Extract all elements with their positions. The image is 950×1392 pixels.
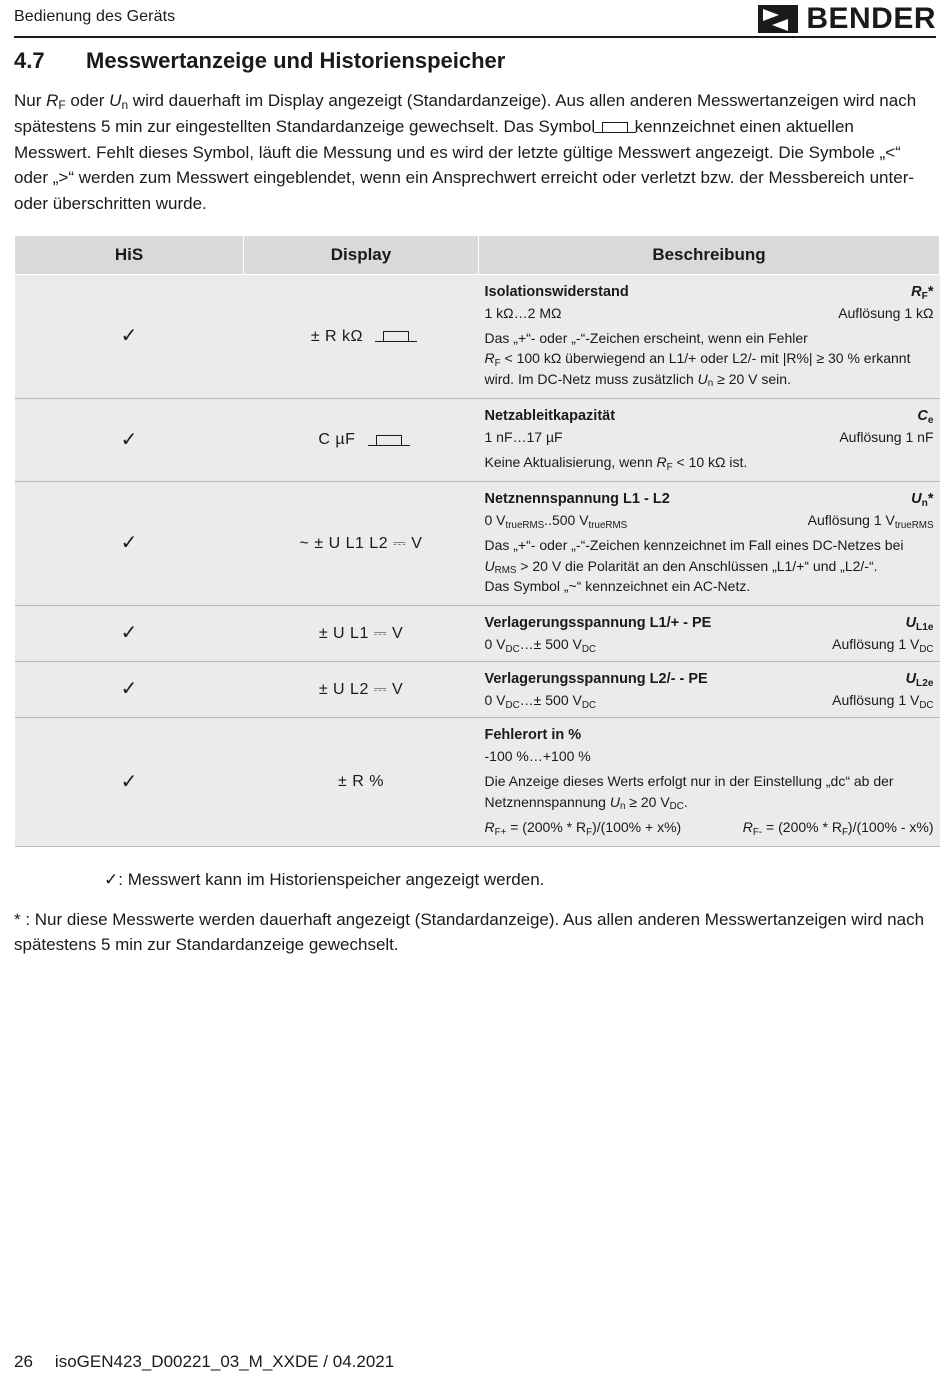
page-number: 26 xyxy=(14,1352,33,1371)
note-line-2-post: ≥ 20 V xyxy=(625,793,670,810)
note-r-symbol: R xyxy=(484,350,495,367)
check-icon: ✓ xyxy=(120,678,138,701)
pulse-symbol-icon xyxy=(383,331,409,342)
description-range-row xyxy=(485,305,934,321)
resolution-value xyxy=(832,692,934,711)
table-header-description: Beschreibung xyxy=(479,236,940,275)
intro-un: U xyxy=(109,91,122,110)
formula-left-sub: F+ xyxy=(494,826,507,838)
description-note xyxy=(485,771,934,812)
intro-text-c: wird dauerhaft im Display angezeigt (Standardanzeige). Aus allen anderen Messwertanzeigen wird nach spätestens 5 min zur eingestellten Standardanzeige gewechselt. Das Symbol xyxy=(14,91,917,136)
formula-left-symbol: R xyxy=(484,818,495,835)
check-icon: ✓ xyxy=(120,770,138,793)
table-row xyxy=(15,399,940,482)
section-number: 4.7 xyxy=(14,48,45,73)
intro-paragraph xyxy=(14,88,936,217)
formula-right-text: = (200% * R xyxy=(762,818,842,835)
resolution-sub: DC xyxy=(919,699,934,711)
description-title: Verlagerungsspannung L1/+ - PE xyxy=(484,615,712,632)
note-line-3: Das Symbol „~“ kennzeichnet ein AC-Netz. xyxy=(484,577,751,594)
formula-right-sub2: F xyxy=(841,826,848,838)
display-cell xyxy=(244,662,479,718)
formula-right-symbol: R xyxy=(742,818,753,835)
note-u-symbol: U xyxy=(609,793,620,810)
intro-text-d: kennzeichnet einen aktuellen Messwert. Fehlt dieses Symbol, läuft die Messung und es wird der letzte gültige Messwert angezeigt. Die Symbole „<“ oder „>“ werden zum Messwert eingeblendet, wenn ein Ansprechwert erreicht oder verletzt bzw. der Messbereich unter- oder überschritten wurde. xyxy=(14,116,915,214)
note-line-1: Das „+“- oder „-“-Zeichen kennzeichnet im Fall eines DC-Netzes bei xyxy=(484,537,904,554)
table-header-display: Display xyxy=(244,236,479,275)
intro-rf-sub: F xyxy=(58,98,66,113)
description-title-row xyxy=(484,615,934,634)
resolution-pre: Auflösung 1 V xyxy=(832,636,920,653)
resolution-value xyxy=(807,512,934,532)
note-u-sub: n xyxy=(707,378,714,390)
resolution-sub: DC xyxy=(919,643,934,655)
note-u-sub: RMS xyxy=(494,565,517,577)
formula-row xyxy=(485,817,934,837)
description-range-row xyxy=(484,512,934,532)
note-line-1: Das „+“- oder „-“-Zeichen erscheint, wenn ein Fehler xyxy=(484,330,808,347)
running-head-title: Bedienung des Geräts xyxy=(14,8,176,25)
description-unit xyxy=(905,615,934,634)
note-u-symbol: U xyxy=(484,557,495,574)
table-row xyxy=(15,275,940,399)
display-value: ± R % xyxy=(338,773,384,791)
display-value: ± R kΩ xyxy=(310,327,363,345)
display-cell xyxy=(244,606,479,662)
section-heading xyxy=(14,48,936,74)
unit-subscript: n xyxy=(921,498,928,510)
range-sub-2: DC xyxy=(581,643,596,655)
check-icon: ✓ xyxy=(120,325,138,348)
note-line-2-pre: Netznennspannung xyxy=(484,793,610,810)
measurement-values-table xyxy=(14,235,940,847)
description-unit xyxy=(911,491,934,510)
description-cell xyxy=(479,718,940,847)
his-cell xyxy=(15,718,244,847)
pulse-symbol-icon xyxy=(376,435,402,446)
display-cell xyxy=(244,399,479,482)
note-line-1: Die Anzeige dieses Werts erfolgt nur in der Einstellung „dc“ ab der xyxy=(484,773,894,790)
page-footer xyxy=(14,1352,936,1372)
description-note xyxy=(485,535,934,596)
note-r-symbol: R xyxy=(656,454,667,471)
note-post: < 10 kΩ ist. xyxy=(672,454,748,471)
display-cell xyxy=(244,718,479,847)
intro-un-sub: n xyxy=(121,98,129,113)
unit-subscript: L1e xyxy=(916,622,934,634)
resolution-pre: Auflösung 1 V xyxy=(832,692,920,709)
his-cell xyxy=(15,662,244,718)
note-line-3-pre: wird. Im DC-Netz muss zusätzlich xyxy=(484,370,698,387)
range-mid: ..500 V xyxy=(544,512,589,529)
his-cell xyxy=(15,606,244,662)
intro-text-b: oder xyxy=(65,91,110,110)
note-dc-sub: DC xyxy=(669,801,684,813)
table-row xyxy=(15,718,940,847)
range-value: 1 nF…17 µF xyxy=(484,429,563,446)
note-r-sub: F xyxy=(494,358,501,370)
range-sub-1: DC xyxy=(505,643,520,655)
resolution-value xyxy=(832,636,934,655)
formula-left-text: = (200% * R xyxy=(506,818,587,835)
header-divider xyxy=(14,36,936,38)
unit-subscript: F xyxy=(921,290,928,302)
note-u-sub: n xyxy=(619,801,626,813)
description-range-row xyxy=(485,748,934,764)
formula-right-end: )/(100% - x%) xyxy=(847,818,934,835)
note-r-sub: F xyxy=(666,461,673,473)
resolution-pre: Auflösung 1 V xyxy=(807,512,895,529)
his-cell xyxy=(15,482,244,606)
note-line-2 xyxy=(485,556,934,576)
description-title: Netznennspannung L1 - L2 xyxy=(484,491,670,508)
resolution-value: Auflösung 1 nF xyxy=(839,429,934,446)
unit-asterisk: * xyxy=(927,284,934,301)
his-cell xyxy=(15,275,244,399)
description-note xyxy=(485,452,934,472)
note-pre: Keine Aktualisierung, wenn xyxy=(484,454,657,471)
description-title-row xyxy=(485,727,934,743)
description-title: Netzableitkapazität xyxy=(484,408,616,425)
formula-left-end: )/(100% + x%) xyxy=(592,818,682,835)
page-header xyxy=(0,0,950,38)
formula-right-sub: F- xyxy=(752,826,763,838)
description-unit xyxy=(905,671,934,690)
description-cell xyxy=(479,399,940,482)
description-note xyxy=(485,328,934,389)
range-pre: 0 V xyxy=(484,636,506,653)
table-row xyxy=(15,482,940,606)
description-cell xyxy=(479,662,940,718)
unit-symbol: U xyxy=(905,671,917,688)
description-range-row xyxy=(484,636,934,655)
unit-symbol: R xyxy=(911,284,922,301)
description-cell xyxy=(479,482,940,606)
description-unit xyxy=(911,284,933,300)
formula-right xyxy=(743,817,934,837)
footnote-checkmark: ✓: Messwert kann im Historienspeicher angezeigt werden. xyxy=(104,870,545,890)
display-cell xyxy=(244,482,479,606)
description-title-row xyxy=(484,491,934,510)
page-content xyxy=(14,48,936,958)
check-icon: ✓ xyxy=(120,532,138,555)
formula-left-sub2: F xyxy=(586,826,593,838)
pulse-symbol-icon xyxy=(602,122,628,133)
description-title-row xyxy=(485,284,934,300)
description-cell xyxy=(479,606,940,662)
footnote-asterisk: * : Nur diese Messwerte werden dauerhaft angezeigt (Standardanzeige). Aus allen anderen Messwertanzeigen wird nach spätestens 5 min zur Standardanzeige gewechselt. xyxy=(14,909,925,955)
check-icon: ✓ xyxy=(120,622,138,645)
resolution-value: Auflösung 1 kΩ xyxy=(838,305,934,322)
resolution-sub: trueRMS xyxy=(894,520,934,532)
display-value: ± U L2 ⎓ V xyxy=(318,680,404,698)
unit-subscript: e xyxy=(927,414,934,426)
formula-left xyxy=(485,817,682,837)
display-cell xyxy=(244,275,479,399)
description-cell xyxy=(479,275,940,399)
unit-symbol: U xyxy=(905,615,917,632)
description-range-row xyxy=(484,692,934,711)
intro-text-a: Nur xyxy=(14,91,47,110)
range-pre: 0 V xyxy=(484,692,506,709)
description-title: Isolationswiderstand xyxy=(484,284,629,301)
check-icon: ✓ xyxy=(120,428,138,451)
note-u-symbol: U xyxy=(697,370,708,387)
description-title: Fehlerort in % xyxy=(484,727,582,744)
note-line-2-text: < 100 kΩ überwiegend an L1/+ oder L2/- mit |R%| ≥ 30 % erkannt xyxy=(500,350,911,367)
range-value xyxy=(484,692,597,711)
range-value: -100 %…+100 % xyxy=(484,748,591,765)
range-pre: 0 V xyxy=(484,512,506,529)
unit-symbol: U xyxy=(911,491,922,508)
table-row xyxy=(15,662,940,718)
note-line-3-post: ≥ 20 V sein. xyxy=(713,370,791,387)
unit-subscript: L2e xyxy=(916,678,934,690)
bender-logo-icon xyxy=(758,5,798,33)
table-row xyxy=(15,606,940,662)
intro-rf: R xyxy=(46,91,59,110)
description-title-row xyxy=(485,408,934,424)
display-value: ~ ± U L1 L2 ⎓ V xyxy=(299,534,423,552)
range-mid: …± 500 V xyxy=(519,636,582,653)
range-sub-1: trueRMS xyxy=(505,520,545,532)
table-header-row xyxy=(15,236,940,275)
section-title: Messwertanzeige und Historienspeicher xyxy=(86,48,506,73)
description-title: Verlagerungsspannung L2/- - PE xyxy=(484,671,708,688)
range-value: 1 kΩ…2 MΩ xyxy=(484,305,562,322)
description-title-row xyxy=(484,671,934,690)
range-sub-1: DC xyxy=(505,699,520,711)
note-line-2-end: . xyxy=(683,793,688,810)
display-value: ± U L1 ⎓ V xyxy=(318,624,404,642)
his-cell xyxy=(15,399,244,482)
table-header-his: HiS xyxy=(15,236,244,275)
range-value xyxy=(484,636,597,655)
note-line-3 xyxy=(485,369,934,389)
document-identifier: isoGEN423_D00221_03_M_XXDE / 04.2021 xyxy=(54,1352,395,1371)
note-line-2-text: > 20 V die Polarität an den Anschlüssen „L1/+“ und „L2/-“. xyxy=(516,557,878,574)
description-unit xyxy=(917,408,933,424)
range-value xyxy=(484,512,628,532)
display-value: C µF xyxy=(318,431,356,449)
range-mid: …± 500 V xyxy=(519,692,582,709)
brand-logo xyxy=(758,0,950,36)
brand-name: BENDER xyxy=(806,2,936,35)
description-range-row xyxy=(485,429,934,445)
note-line-2 xyxy=(485,348,934,368)
range-sub-2: trueRMS xyxy=(588,520,628,532)
range-sub-2: DC xyxy=(581,699,596,711)
unit-asterisk: * xyxy=(927,491,934,508)
note-line-2 xyxy=(485,792,934,812)
unit-symbol: C xyxy=(917,408,928,425)
